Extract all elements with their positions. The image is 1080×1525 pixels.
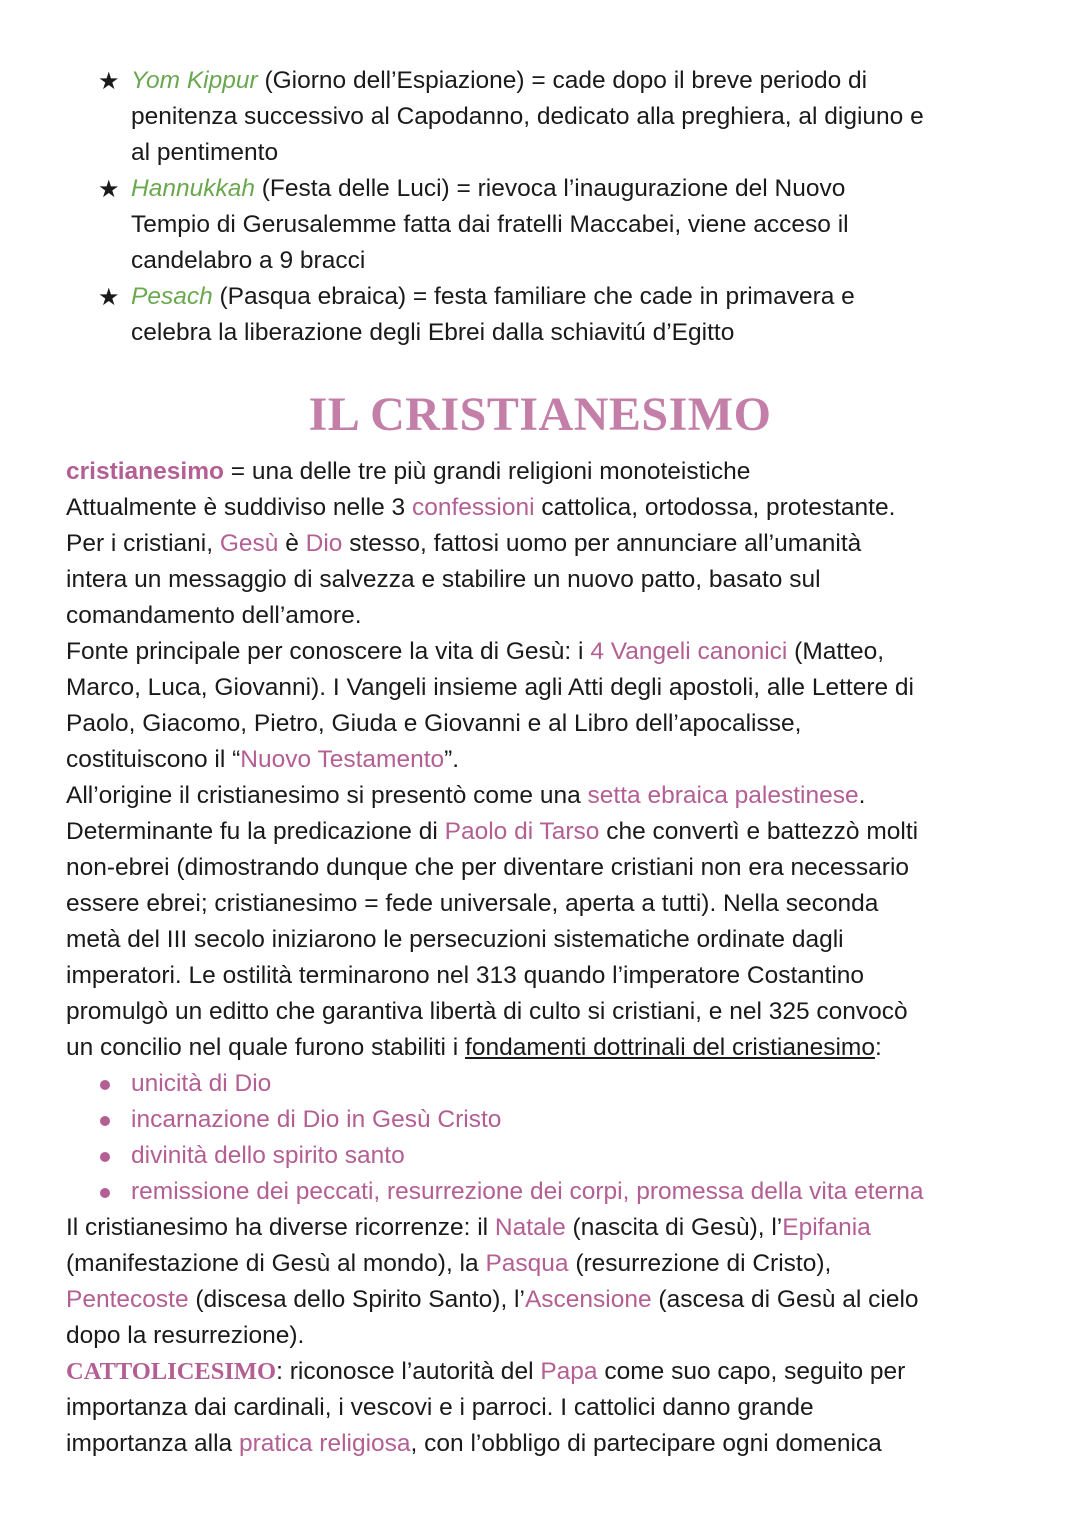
sources-line1: Fonte principale per conoscere la vita di Gesù: i 4 Vangeli canonici (Matteo, (66, 638, 885, 665)
history-line4: essere ebrei; cristianesimo = fede universale, aperta a tutti). Nella seconda (66, 890, 879, 917)
feast-hannukkah-line2: Tempio di Gerusalemme fatta dai fratelli Maccabei, viene acceso il (131, 211, 849, 238)
feast-pesach-line2: celebra la liberazione degli Ebrei dalla schiavitú d’Egitto (131, 319, 735, 346)
bullet-dot-icon (100, 1188, 110, 1198)
doctrine-item: divinità dello spirito santo (131, 1142, 405, 1169)
intro-line4: intera un messaggio di salvezza e stabilire un nuovo patto, basato sul (66, 566, 821, 593)
sources-line4: costituiscono il “Nuovo Testamento”. (66, 746, 460, 773)
feasts-line2: (manifestazione di Gesù al mondo), la Pasqua (resurrezione di Cristo), (66, 1250, 832, 1277)
history-line3: non-ebrei (dimostrando dunque che per diventare cristiani non era necessario (66, 854, 910, 881)
feasts-line1: Il cristianesimo ha diverse ricorrenze: il Natale (nascita di Gesù), l’Epifania (66, 1214, 871, 1241)
history-line2: Determinante fu la predicazione di Paolo di Tarso che convertì e battezzò molti (66, 818, 919, 845)
feast-hannukkah-line3: candelabro a 9 bracci (131, 247, 366, 274)
doctrine-item: unicità di Dio (131, 1070, 272, 1097)
intro-line2: Attualmente è suddiviso nelle 3 confessioni cattolica, ortodossa, protestante. (66, 494, 896, 521)
term-cristianesimo: cristianesimo (66, 458, 224, 485)
doctrine-item: remissione dei peccati, resurrezione dei corpi, promessa della vita eterna (131, 1178, 924, 1205)
catholicism-line1: CATTOLICESIMO: riconosce l’autorità del Papa come suo capo, seguito per (66, 1358, 906, 1385)
feast-yom-kippur-line1: Yom Kippur (Giorno dell’Espiazione) = cade dopo il breve periodo di (131, 67, 868, 94)
term-hannukkah: Hannukkah (131, 175, 255, 202)
feast-yom-kippur-line2: penitenza successivo al Capodanno, dedicato alla preghiera, al digiuno e (131, 103, 924, 130)
sources-line3: Paolo, Giacomo, Pietro, Giuda e Giovanni e al Libro dell’apocalisse, (66, 710, 802, 737)
term-cattolicesimo: CATTOLICESIMO (66, 1358, 277, 1385)
feasts-line3: Pentecoste (discesa dello Spirito Santo), l’Ascensione (ascesa di Gesù al cielo (66, 1286, 919, 1313)
intro-line3: Per i cristiani, Gesù è Dio stesso, fattosi uomo per annunciare all’umanità (66, 530, 862, 557)
intro-line5: comandamento dell’amore. (66, 602, 362, 629)
term-yom-kippur: Yom Kippur (131, 67, 258, 94)
feast-hannukkah-line1: Hannukkah (Festa delle Luci) = rievoca l’inaugurazione del Nuovo (131, 175, 846, 202)
page-title: IL CRISTIANESIMO (308, 388, 772, 441)
star-bullet-icon: ★ (98, 283, 120, 311)
feast-pesach-line1: Pesach (Pasqua ebraica) = festa familiare che cade in primavera e (131, 283, 855, 310)
bullet-dot-icon (100, 1116, 110, 1126)
feasts-line4: dopo la resurrezione). (66, 1322, 305, 1349)
term-pesach: Pesach (131, 283, 213, 310)
doctrine-item: incarnazione di Dio in Gesù Cristo (131, 1106, 502, 1133)
history-line1: All’origine il cristianesimo si presentò come una setta ebraica palestinese. (66, 782, 866, 809)
history-line5: metà del III secolo iniziarono le persecuzioni sistematiche ordinate dagli (66, 926, 844, 953)
sources-line2: Marco, Luca, Giovanni). I Vangeli insieme agli Atti degli apostoli, alle Lettere di (66, 674, 914, 701)
star-bullet-icon: ★ (98, 67, 120, 95)
intro-line1: cristianesimo = una delle tre più grandi religioni monoteistiche (66, 458, 751, 485)
history-line7: promulgò un editto che garantiva libertà di culto si cristiani, e nel 325 convocò (66, 998, 908, 1025)
feast-yom-kippur-line3: al pentimento (131, 139, 279, 166)
catholicism-line2: importanza dai cardinali, i vescovi e i parroci. I cattolici danno grande (66, 1394, 814, 1421)
bullet-dot-icon (100, 1080, 110, 1090)
catholicism-line3: importanza alla pratica religiosa, con l’obbligo di partecipare ogni domenica (66, 1430, 882, 1457)
star-bullet-icon: ★ (98, 175, 120, 203)
history-line8: un concilio nel quale furono stabiliti i fondamenti dottrinali del cristianesimo: (66, 1034, 882, 1061)
history-line6: imperatori. Le ostilità terminarono nel 313 quando l’imperatore Costantino (66, 962, 865, 989)
bullet-dot-icon (100, 1152, 110, 1162)
